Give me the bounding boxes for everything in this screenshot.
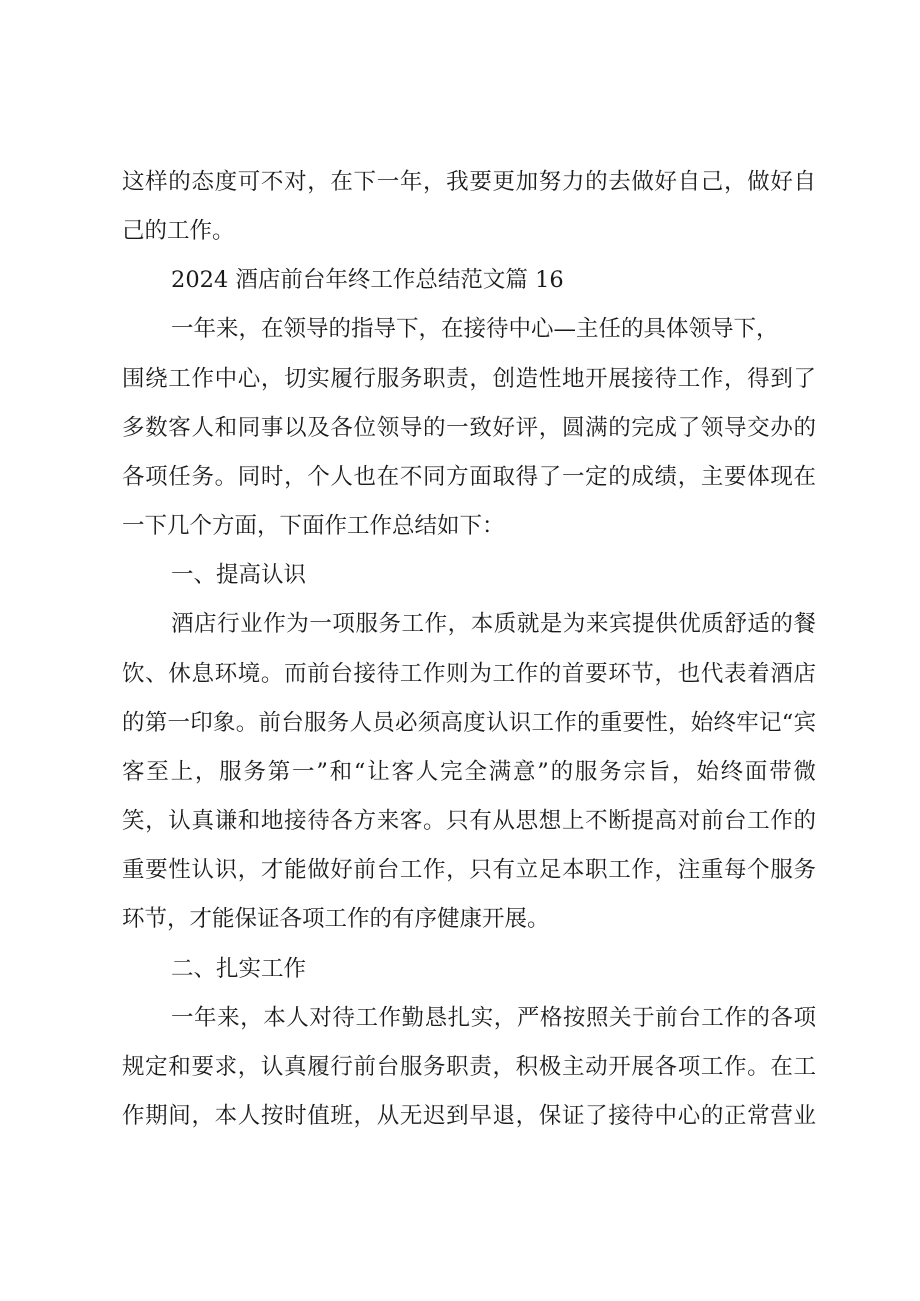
paragraph-line: 环节，才能保证各项工作的有序健康开展。 [122,906,550,932]
paragraph-line: 作期间，本人按时值班，从无迟到早退，保证了接待中心的正常营业 [122,1103,816,1129]
paragraph-line: 规定和要求，认真履行前台服务职责，积极主动开展各项工作。在工 [122,1054,816,1080]
paragraph-line: 的第一印象。前台服务人员必须高度认识工作的重要性，始终牢记“宾 [122,710,816,736]
paragraph-line: 酒店行业作为一项服务工作，本质就是为来宾提供优质舒适的餐 [171,611,816,637]
paragraph-line: 一下几个方面，下面作工作总结如下： [122,513,505,539]
paragraph-line: 一年来，本人对待工作勤恳扎实，严格按照关于前台工作的各项 [171,1005,816,1031]
subheading-1: 一、提高认识 [171,562,307,588]
paragraph-line: 重要性认识，才能做好前台工作，只有立足本职工作，注重每个服务 [122,857,816,883]
paragraph-line: 客至上，服务第一”和“让客人完全满意”的服务宗旨，始终面带微 [122,759,816,785]
paragraph-line: 这样的态度可不对，在下一年，我要更加努力的去做好自己，做好自 [122,169,816,195]
section-title: 2024 酒店前台年终工作总结范文篇 16 [171,267,564,293]
paragraph-line: 多数客人和同事以及各位领导的一致好评，圆满的完成了领导交办的 [122,415,816,441]
paragraph-line: 一年来，在领导的指导下，在接待中心—主任的具体领导下， [171,316,779,342]
paragraph-line: 饮、休息环境。而前台接待工作则为工作的首要环节，也代表着酒店 [122,661,816,687]
paragraph-line: 围绕工作中心，切实履行服务职责，创造性地开展接待工作，得到了 [122,366,816,392]
paragraph-line: 各项任务。同时，个人也在不同方面取得了一定的成绩，主要体现在 [122,464,816,490]
paragraph-line: 笑，认真谦和地接待各方来客。只有从思想上不断提高对前台工作的 [122,808,816,834]
paragraph-line: 己的工作。 [122,218,235,244]
subheading-2: 二、扎实工作 [171,956,307,982]
